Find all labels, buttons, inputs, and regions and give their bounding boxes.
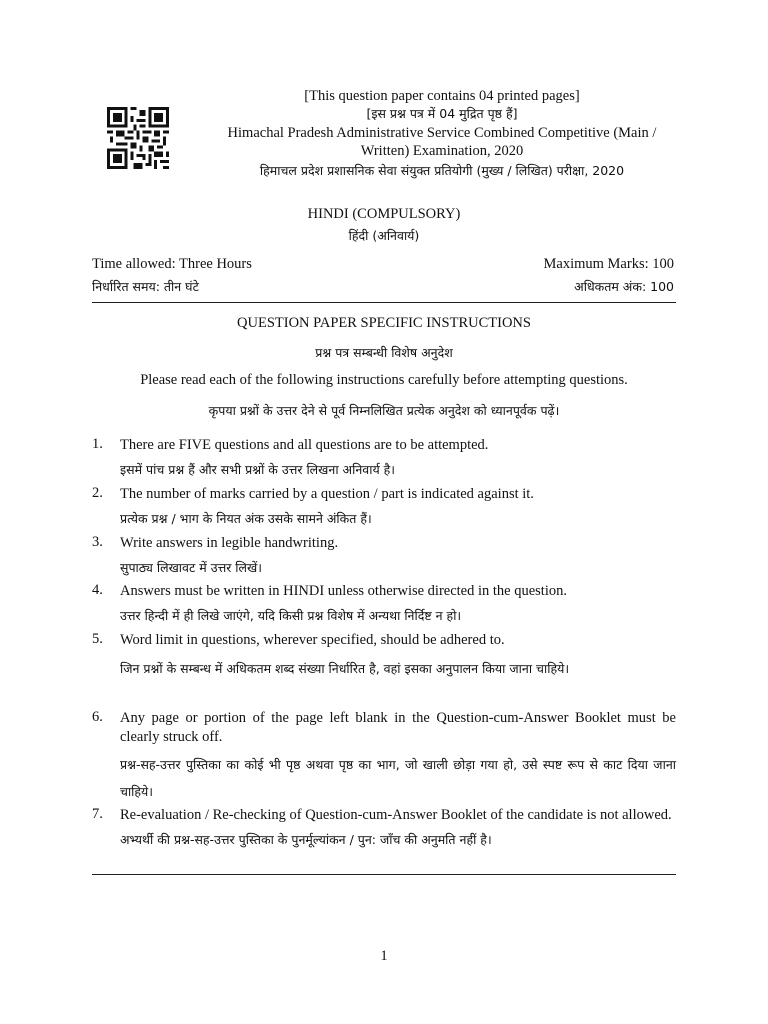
exam-title-hindi: हिमाचल प्रदेश प्रशासनिक सेवा संयुक्त प्रतियोगी (मुख्य / लिखित) परीक्षा, 2020 (259, 163, 625, 178)
item-number: 5. (92, 631, 103, 647)
time-allowed-hindi: निर्धारित समय: तीन घंटे (92, 279, 199, 294)
item-text (120, 534, 676, 577)
item-text-hi: प्रश्न-सह-उत्तर पुस्तिका का कोई भी पृष्ठ अथवा पृष्ठ का भाग, जो खाली छोड़ा गया हो, उसे स्पष्ट रूप से काट दिया जाना चाहिये। (120, 757, 676, 799)
page-number: 1 (380, 948, 388, 964)
pages-note: [This question paper contains 04 printed pages] (304, 88, 580, 104)
item-text-hi: सुपाठ्य लिखावट में उत्तर लिखें। (120, 560, 262, 575)
instructions-title-hindi: प्रश्न पत्र सम्बन्धी विशेष अनुदेश (315, 345, 453, 360)
time-marks-row (92, 256, 674, 273)
item-number: 1. (92, 436, 103, 452)
item-text (120, 582, 676, 625)
instructions-intro-hindi: कृपया प्रश्नों के उत्तर देने से पूर्व निम्नलिखित प्रत्येक अनुदेश को ध्यानपूर्वक पढ़ें। (208, 403, 560, 418)
time-allowed: Time allowed: Three Hours (92, 256, 252, 272)
item-text-hi: अभ्यर्थी की प्रश्न-सह-उत्तर पुस्तिका के पुनर्मूल्यांकन / पुन: जाँच की अनुमति नहीं है। (120, 832, 492, 847)
item-text (120, 806, 676, 849)
item-text (120, 709, 676, 805)
item-text-hi: प्रत्येक प्रश्न / भाग के नियत अंक उसके सामने अंकित हैं। (120, 511, 372, 526)
item-text-en: Re-evaluation / Re-checking of Question-cum-Answer Booklet of the candidate is not allowed. (120, 807, 672, 823)
item-number: 4. (92, 582, 103, 598)
bottom-divider (92, 874, 676, 875)
item-text-en: Answers must be written in HINDI unless otherwise directed in the question. (120, 583, 567, 599)
instructions-intro: Please read each of the following instructions carefully before attempting questions. (140, 372, 628, 388)
item-text-hi: उत्तर हिन्दी में ही लिखे जाएंगे, यदि किसी प्रश्न विशेष में अन्यथा निर्दिष्ट न हो। (120, 608, 462, 623)
time-marks-row-hindi (92, 278, 674, 295)
item-number: 3. (92, 534, 103, 550)
top-divider (92, 302, 676, 303)
item-text (120, 436, 676, 479)
subject-title-hindi: हिंदी (अनिवार्य) (348, 228, 420, 243)
item-text-en: Word limit in questions, wherever specified, should be adhered to. (120, 632, 505, 648)
maximum-marks: Maximum Marks: 100 (543, 256, 674, 272)
qr-code-icon (107, 107, 169, 169)
item-text (120, 485, 676, 528)
item-text-en: The number of marks carried by a question / part is indicated against it. (120, 486, 534, 502)
maximum-marks-hindi: अधिकतम अंक: 100 (574, 279, 674, 294)
pages-note-hindi: [इस प्रश्न पत्र में 04 मुद्रित पृष्ठ हैं] (366, 106, 518, 121)
subject-title: HINDI (COMPULSORY) (307, 206, 461, 222)
item-text-hi: जिन प्रश्नों के सम्बन्ध में अधिकतम शब्द संख्या निर्धारित है, वहां इसका अनुपालन किया जाना चाहिये। (120, 661, 570, 676)
item-text-en: Any page or portion of the page left blank in the Question-cum-Answer Booklet must be clearly struck off. (120, 710, 676, 745)
item-number: 2. (92, 485, 103, 501)
item-number: 7. (92, 806, 103, 822)
item-text-en: Write answers in legible handwriting. (120, 535, 339, 551)
exam-title-line1: Himachal Pradesh Administrative Service Combined Competitive (Main / (227, 125, 657, 141)
exam-title-line2: Written) Examination, 2020 (360, 143, 524, 159)
item-text (120, 631, 676, 682)
item-number: 6. (92, 709, 103, 725)
instructions-title: QUESTION PAPER SPECIFIC INSTRUCTIONS (237, 315, 531, 331)
item-text-en: There are FIVE questions and all questions are to be attempted. (120, 437, 489, 453)
item-text-hi: इसमें पांच प्रश्न हैं और सभी प्रश्नों के उत्तर लिखना अनिवार्य है। (120, 462, 396, 477)
